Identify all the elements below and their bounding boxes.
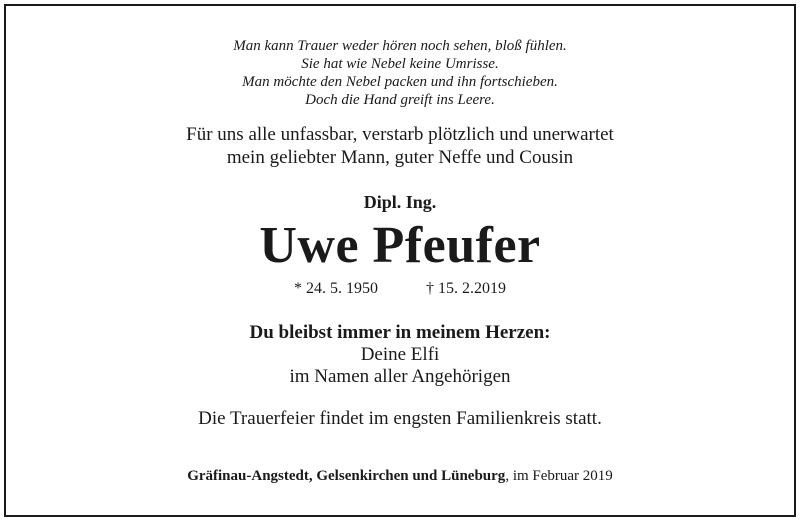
death-date: † 15. 2.2019 [426,280,506,297]
intro-line-1: Für uns alle unfassbar, verstarb plötzlich und unerwartet [186,124,614,145]
footer-line [6,468,794,485]
signed-by: Deine Elfi [360,344,440,365]
life-dates [6,280,794,298]
academic-title: Dipl. Ing. [363,192,437,212]
footer-places: Gräfinau-Angstedt, Gelsenkirchen und Lüneburg [187,468,506,484]
ceremony-note: Die Trauerfeier findet im engsten Familienkreis statt. [198,408,602,429]
poem-line-2: Sie hat wie Nebel keine Umrisse. [301,56,499,72]
poem-line-4: Doch die Hand greift ins Leere. [305,92,495,108]
obituary-notice [4,4,796,517]
birth-date: * 24. 5. 1950 [294,280,378,297]
poem-line-3: Man möchte den Nebel packen und ihn fortschieben. [242,74,558,90]
intro-line-2: mein geliebter Mann, guter Neffe und Cousin [226,147,574,168]
poem-line-1: Man kann Trauer weder hören noch sehen, bloß fühlen. [233,38,567,54]
deceased-name: Uwe Pfeufer [259,217,541,274]
footer-date: , im Februar 2019 [505,468,613,484]
closing-heading: Du bleibst immer in meinem Herzen: [249,322,551,343]
on-behalf-of: im Namen aller Angehörigen [289,366,511,387]
